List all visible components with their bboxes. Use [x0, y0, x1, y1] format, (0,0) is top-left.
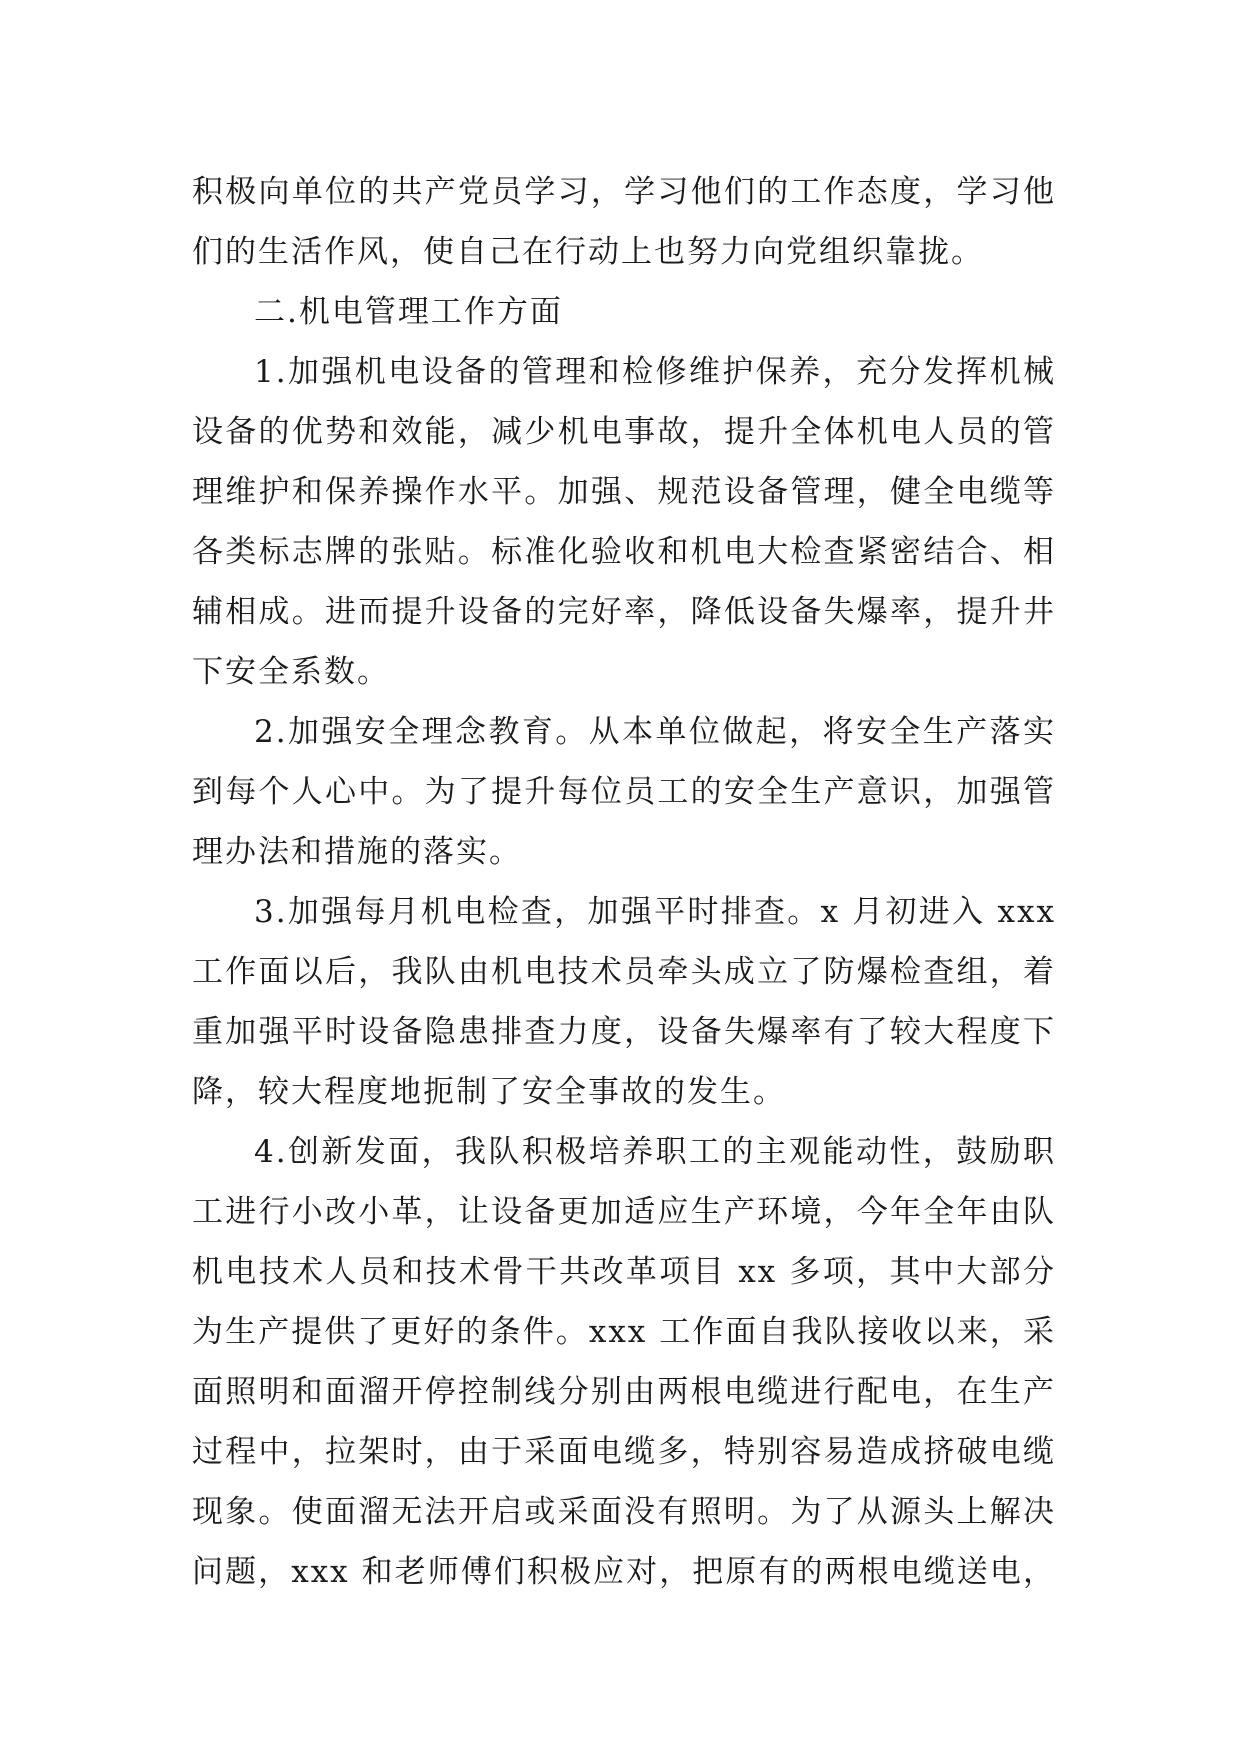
text-line: 各类标志牌的张贴。标准化验收和机电大检查紧密结合、相: [192, 534, 1056, 570]
text-line: 为生产提供了更好的条件。xxx 工作面自我队接收以来，采: [192, 1314, 1056, 1350]
text-line: 问题，xxx 和老师傅们积极应对，把原有的两根电缆送电，: [192, 1554, 1056, 1590]
text-line: 3.加强每月机电检查，加强平时排查。x 月初进入 xxx: [254, 894, 1056, 930]
text-line: 2.加强安全理念教育。从本单位做起，将安全生产落实: [254, 714, 1056, 750]
text-line: 工进行小改小革，让设备更加适应生产环境，今年全年由队: [192, 1194, 1056, 1230]
text-line: 降，较大程度地扼制了安全事故的发生。: [192, 1074, 786, 1110]
text-line: 理办法和措施的落实。: [192, 834, 522, 870]
text-line: 积极向单位的共产党员学习，学习他们的工作态度，学习他: [192, 174, 1056, 210]
text-line: 理维护和保养操作水平。加强、规范设备管理，健全电缆等: [192, 474, 1056, 510]
text-line: 到每个人心中。为了提升每位员工的安全生产意识，加强管: [192, 774, 1056, 810]
text-line: 4.创新发面，我队积极培养职工的主观能动性，鼓励职: [254, 1134, 1056, 1170]
text-line: 面照明和面溜开停控制线分别由两根电缆进行配电，在生产: [192, 1374, 1056, 1410]
section-heading: 二.机电管理工作方面: [254, 294, 563, 330]
text-line: 过程中，拉架时，由于采面电缆多，特别容易造成挤破电缆: [192, 1434, 1056, 1470]
text-line: 重加强平时设备隐患排查力度，设备失爆率有了较大程度下: [192, 1014, 1056, 1050]
text-line: 机电技术人员和技术骨干共改革项目 xx 多项，其中大部分: [192, 1254, 1056, 1290]
text-line: 1.加强机电设备的管理和检修维护保养，充分发挥机械: [254, 354, 1056, 390]
text-line: 们的生活作风，使自己在行动上也努力向党组织靠拢。: [192, 234, 984, 270]
text-line: 工作面以后，我队由机电技术员牵头成立了防爆检查组，着: [192, 954, 1056, 990]
text-line: 设备的优势和效能，减少机电事故，提升全体机电人员的管: [192, 414, 1056, 450]
text-line: 现象。使面溜无法开启或采面没有照明。为了从源头上解决: [192, 1494, 1056, 1530]
text-line: 下安全系数。: [192, 654, 390, 690]
text-line: 辅相成。进而提升设备的完好率，降低设备失爆率，提升井: [192, 594, 1056, 630]
document-body: [192, 162, 1056, 1602]
